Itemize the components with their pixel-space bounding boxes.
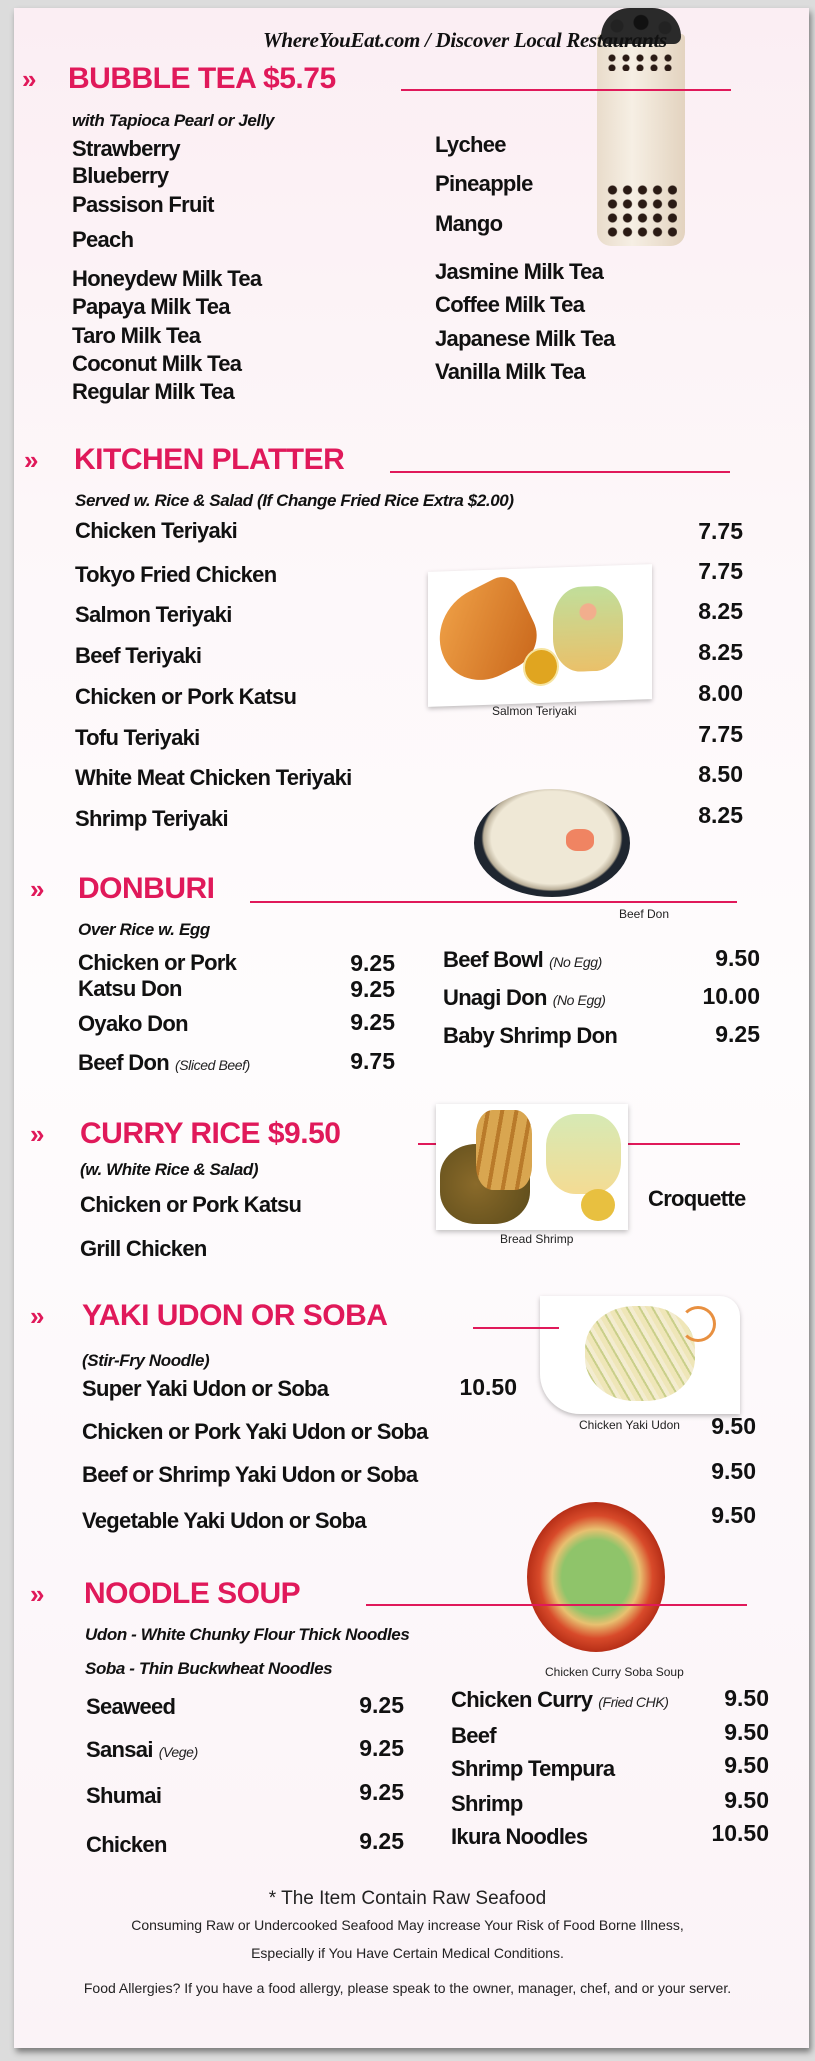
menu-item-price: 9.25: [350, 950, 395, 976]
menu-item-price: 8.25: [698, 598, 743, 624]
menu-item-price: 9.50: [724, 1719, 769, 1745]
section-title-yaki-udon: YAKI UDON OR SOBA: [82, 1299, 388, 1332]
menu-item: Chicken or Pork Katsu: [80, 1192, 302, 1217]
chevron-icon: »: [30, 1579, 41, 1609]
menu-item-name: Ikura Noodles: [451, 1824, 588, 1849]
menu-item-price: 7.75: [698, 721, 743, 747]
section-rule: [366, 1604, 747, 1606]
menu-item-name: Beef Teriyaki: [75, 643, 202, 668]
menu-item-price: 8.50: [698, 761, 743, 787]
chicken-curry-soba-soup-photo: [527, 1502, 665, 1652]
menu-item-price: 9.25: [350, 1009, 395, 1035]
section-subtitle: with Tapioca Pearl or Jelly: [72, 111, 275, 130]
item-note: (No Egg): [552, 992, 606, 1008]
item-name: Chicken Curry: [451, 1687, 593, 1712]
menu-item: Honeydew Milk Tea: [72, 266, 262, 291]
menu-item-name: Chicken or Pork: [78, 950, 237, 975]
menu-item-name: Beef or Shrimp Yaki Udon or Soba: [82, 1462, 418, 1487]
menu-item-name: Chicken Teriyaki: [75, 518, 238, 543]
section-subtitle: Udon - White Chunky Flour Thick Noodles: [85, 1625, 410, 1644]
menu-item-price: 9.50: [711, 1413, 756, 1439]
menu-item-name: Shrimp Tempura: [451, 1756, 615, 1781]
section-rule: [390, 471, 730, 473]
section-title-kitchen-platter: KITCHEN PLATTER: [74, 443, 345, 476]
menu-item-name: Oyako Don: [78, 1011, 188, 1036]
menu-item-price: 9.50: [715, 945, 760, 971]
menu-item-price: 9.25: [715, 1021, 760, 1047]
section-subtitle: (Stir-Fry Noodle): [82, 1351, 210, 1370]
menu-item-name: [451, 1688, 669, 1714]
beef-don-photo: [474, 789, 630, 897]
menu-item-name: [78, 1051, 250, 1077]
watermark: WhereYouEat.com / Discover Local Restaurants: [263, 28, 667, 52]
section-rule: [250, 901, 737, 903]
photo-caption: Chicken Yaki Udon: [579, 1418, 680, 1432]
menu-item-price: 9.25: [359, 1735, 404, 1761]
item-name: Beef Bowl: [443, 947, 544, 972]
menu-item: Coconut Milk Tea: [72, 351, 242, 376]
menu-item: Blueberry: [72, 163, 169, 188]
menu-item-price: 7.75: [698, 558, 743, 584]
menu-item-name: Tofu Teriyaki: [75, 725, 200, 750]
menu-item-price: 9.50: [711, 1502, 756, 1528]
food-allergy-notice: Food Allergies? If you have a food allergy, please speak to the owner, manager, chef, and or your server.: [83, 1980, 732, 1996]
item-note: (No Egg): [549, 954, 602, 970]
menu-item-price: 9.25: [359, 1779, 404, 1805]
section-rule: [473, 1327, 559, 1329]
menu-item-price: 10.00: [702, 983, 760, 1009]
menu-item-name: Seaweed: [86, 1694, 176, 1719]
menu-item-name: [443, 948, 602, 974]
menu-item-name: Super Yaki Udon or Soba: [82, 1376, 329, 1401]
menu-item: Regular Milk Tea: [72, 379, 234, 404]
menu-item: Croquette: [648, 1186, 746, 1211]
menu-item: Papaya Milk Tea: [72, 294, 230, 319]
menu-item-name: [443, 986, 606, 1012]
menu-item: Strawberry: [72, 136, 180, 161]
menu-item-name: Tokyo Fried Chicken: [75, 562, 277, 587]
menu-item-name: Salmon Teriyaki: [75, 602, 232, 627]
menu-item-name: Beef: [451, 1723, 496, 1748]
menu-item: Pineapple: [435, 171, 533, 196]
menu-item: Taro Milk Tea: [72, 323, 201, 348]
menu-item: Passison Fruit: [72, 192, 214, 217]
menu-item-name: Shrimp Teriyaki: [75, 806, 228, 831]
menu-item-price: 10.50: [711, 1820, 769, 1846]
menu-item-name: Chicken: [86, 1832, 167, 1857]
seafood-warning: Consuming Raw or Undercooked Seafood May increase Your Risk of Food Borne Illness,: [131, 1917, 684, 1933]
menu-item: Japanese Milk Tea: [435, 326, 615, 351]
menu-item-price: 9.50: [724, 1787, 769, 1813]
section-title-donburi: DONBURI: [78, 872, 215, 905]
chevron-icon: »: [22, 64, 33, 94]
menu-item: Lychee: [435, 132, 506, 157]
menu-item-price: 7.75: [698, 518, 743, 544]
seafood-warning: Especially if You Have Certain Medical Conditions.: [251, 1945, 564, 1961]
photo-caption: Salmon Teriyaki: [492, 704, 577, 718]
chicken-yaki-udon-photo: [540, 1296, 740, 1414]
section-subtitle: Over Rice w. Egg: [78, 920, 210, 939]
menu-item-price: 9.75: [350, 1048, 395, 1074]
chevron-icon: »: [30, 1119, 41, 1149]
menu-item-price: 8.25: [698, 802, 743, 828]
item-name: Beef Don: [78, 1050, 169, 1075]
item-name: Sansai: [86, 1737, 153, 1762]
menu-item-price: 10.50: [459, 1374, 517, 1400]
menu-item-price: 9.25: [359, 1692, 404, 1718]
menu-item-name: [86, 1738, 198, 1764]
menu-item-name: Vegetable Yaki Udon or Soba: [82, 1508, 366, 1533]
menu-item-name: Shrimp: [451, 1791, 523, 1816]
menu-item-price: 9.25: [350, 976, 395, 1002]
menu-item-price: 9.25: [359, 1828, 404, 1854]
menu-item-name: Shumai: [86, 1783, 162, 1808]
menu-item-name: Chicken or Pork Yaki Udon or Soba: [82, 1419, 428, 1444]
menu-item: Vanilla Milk Tea: [435, 359, 585, 384]
menu-item: Mango: [435, 211, 503, 236]
menu-item: Jasmine Milk Tea: [435, 259, 604, 284]
menu-item: Grill Chicken: [80, 1236, 207, 1261]
section-rule: [401, 89, 731, 91]
section-title-noodle-soup: NOODLE SOUP: [84, 1577, 301, 1610]
raw-seafood-note: * The Item Contain Raw Seafood: [268, 1888, 547, 1909]
menu-item-price: 8.00: [698, 680, 743, 706]
menu-item-price: 8.25: [698, 639, 743, 665]
bread-shrimp-photo: [436, 1104, 628, 1230]
chevron-icon: »: [30, 874, 41, 904]
section-subtitle: (w. White Rice & Salad): [80, 1160, 259, 1179]
menu-item-name: Katsu Don: [78, 976, 182, 1001]
menu-item-price: 9.50: [724, 1685, 769, 1711]
menu-item-price: 9.50: [724, 1752, 769, 1778]
photo-caption: Bread Shrimp: [500, 1232, 574, 1246]
section-subtitle: Soba - Thin Buckwheat Noodles: [85, 1659, 333, 1678]
item-note: (Fried CHK): [598, 1694, 669, 1710]
menu-item: Peach: [72, 227, 134, 252]
chevron-icon: »: [30, 1301, 41, 1331]
item-note: (Sliced Beef): [174, 1057, 250, 1073]
photo-caption: Beef Don: [619, 907, 670, 921]
menu-item-price: 9.50: [711, 1458, 756, 1484]
item-name: Unagi Don: [443, 985, 547, 1010]
section-title-bubble-tea: BUBBLE TEA $5.75: [68, 62, 336, 95]
menu-item-name: Baby Shrimp Don: [443, 1023, 618, 1048]
section-subtitle: Served w. Rice & Salad (If Change Fried Rice Extra $2.00): [75, 491, 514, 510]
menu-item: Coffee Milk Tea: [435, 292, 585, 317]
chevron-icon: »: [24, 445, 35, 475]
photo-caption: Chicken Curry Soba Soup: [545, 1665, 684, 1679]
menu-item-name: Chicken or Pork Katsu: [75, 684, 297, 709]
salmon-teriyaki-photo: [428, 564, 652, 707]
section-title-curry-rice: CURRY RICE $9.50: [80, 1117, 341, 1150]
item-note: (Vege): [158, 1744, 198, 1760]
menu-item-name: White Meat Chicken Teriyaki: [75, 765, 352, 790]
